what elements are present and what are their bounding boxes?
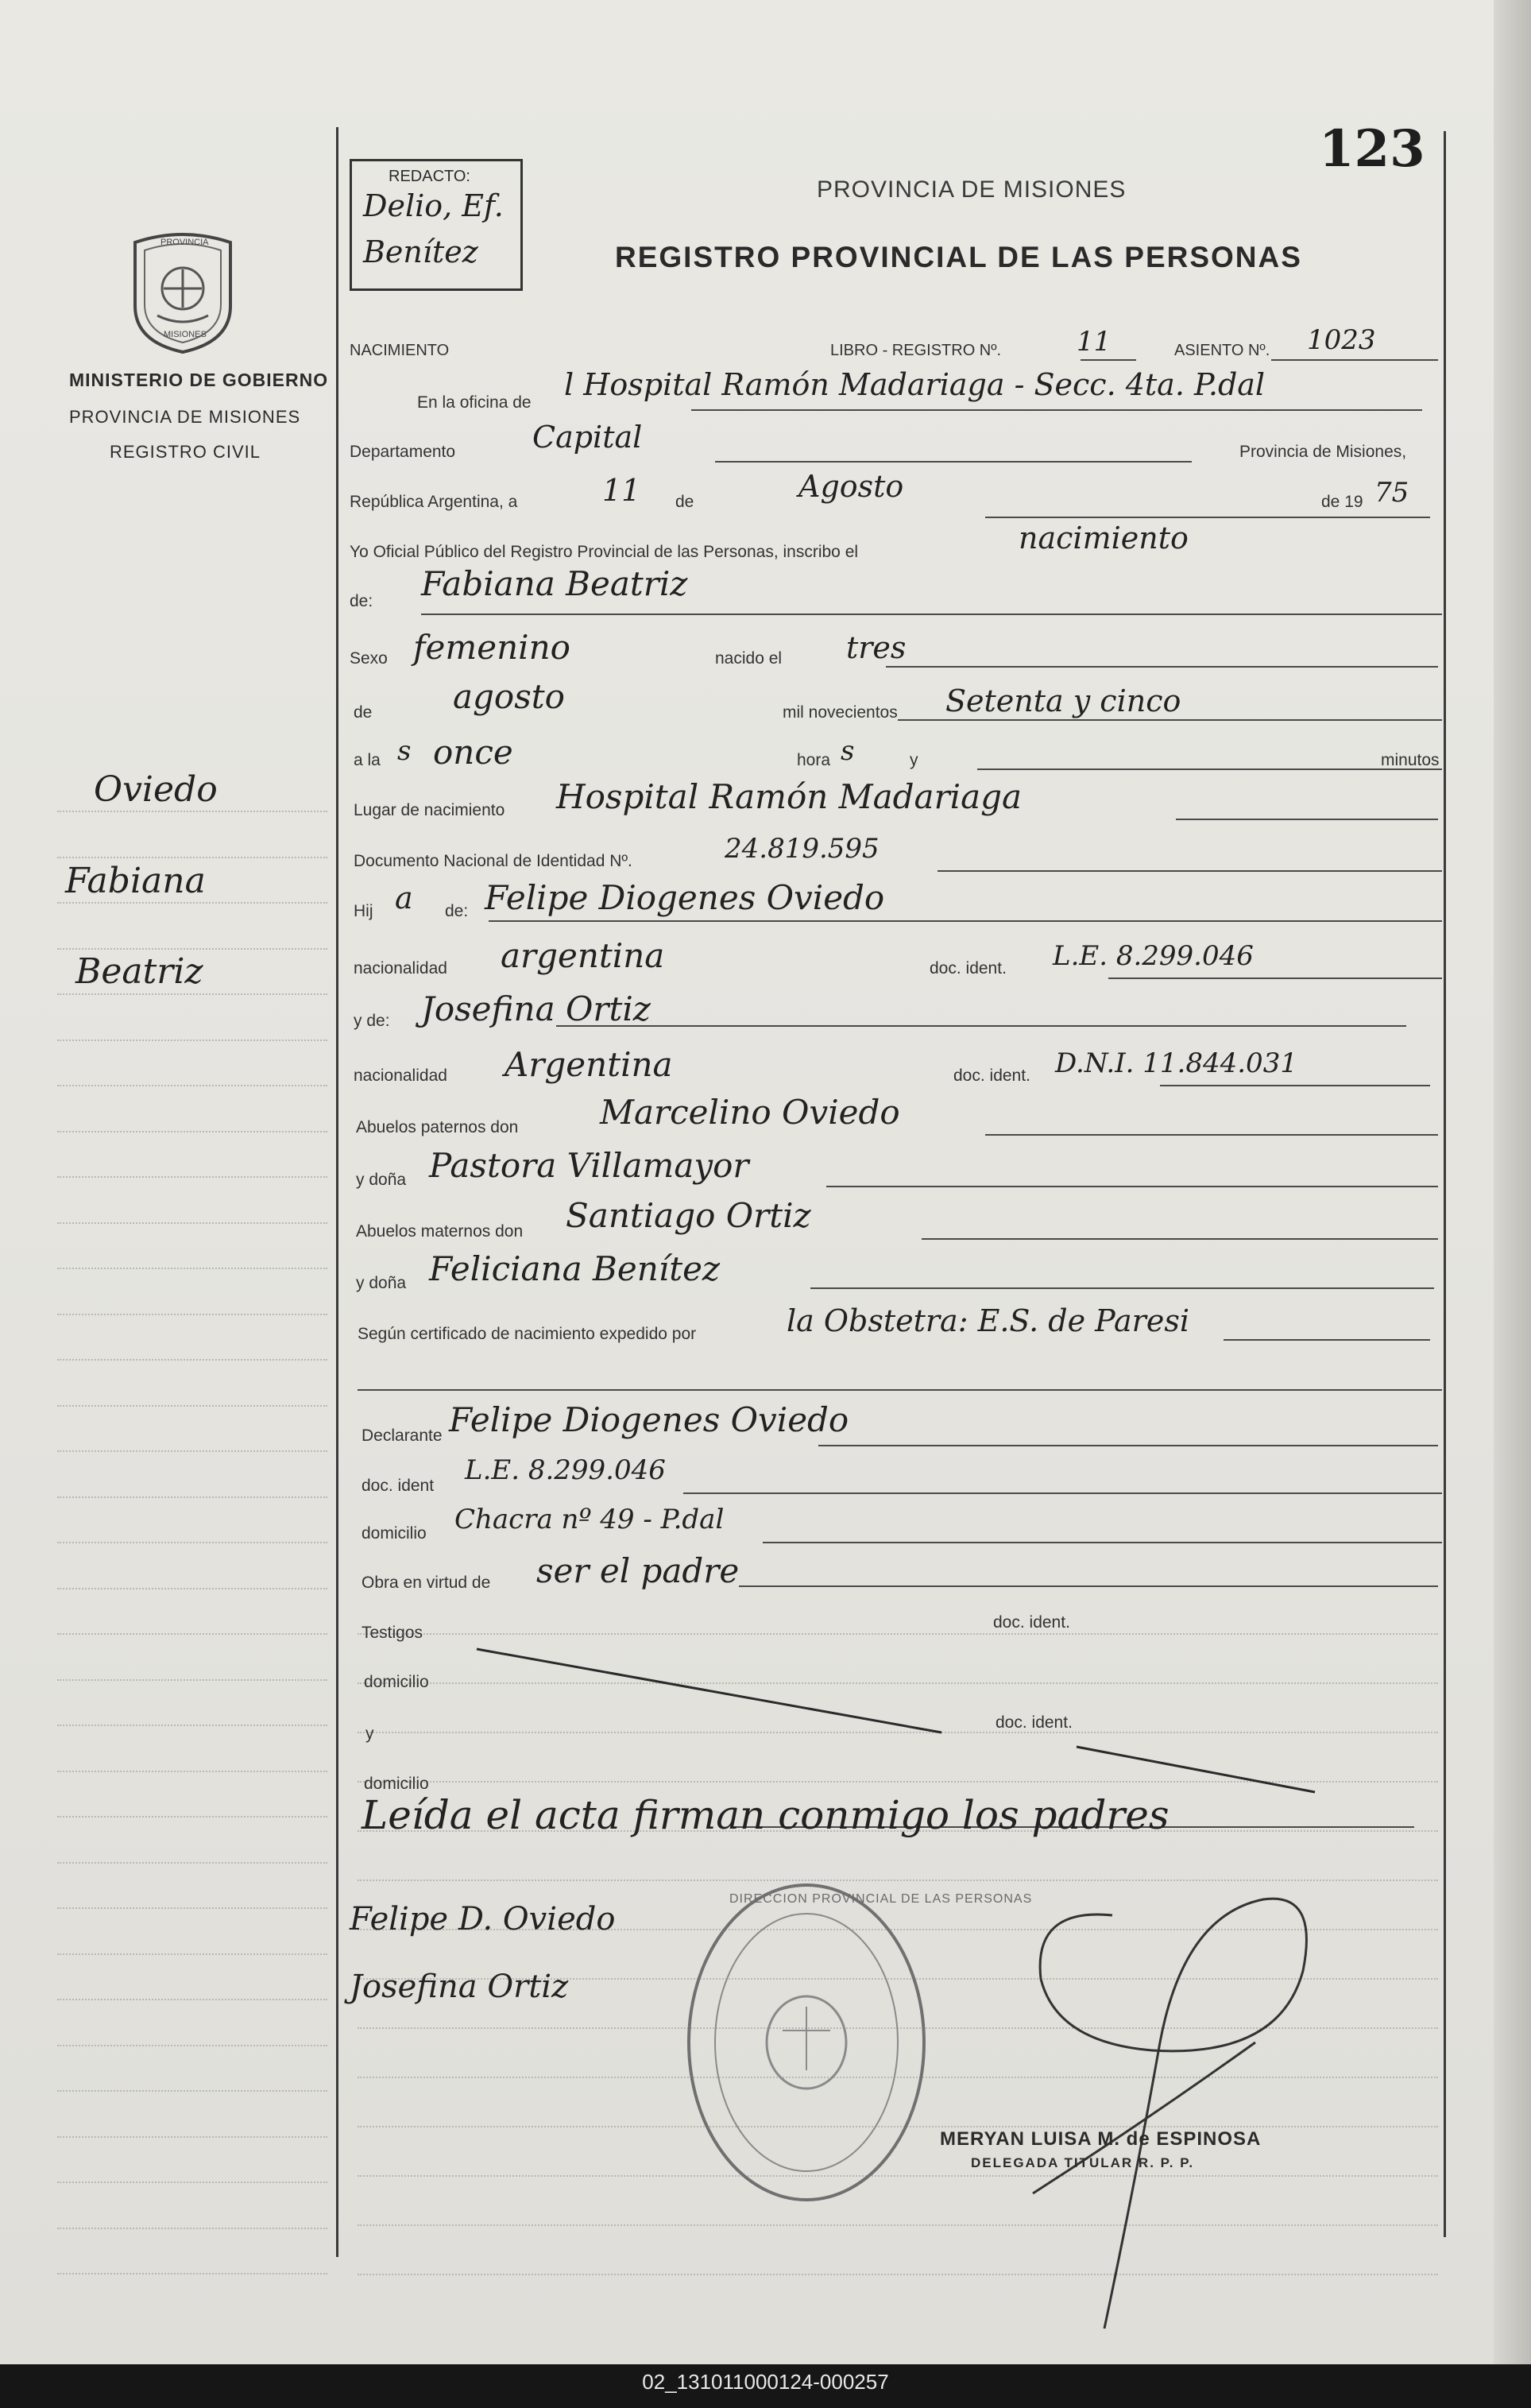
ministry-title: MINISTERIO DE GOBIERNO [69,370,329,390]
doc1-value: L.E. 8.299.046 [1053,940,1254,972]
departamento-label: Departamento [350,443,456,461]
declarante-value: Felipe Diogenes Oviedo [449,1400,849,1439]
nacido-label: nacido el [715,649,783,668]
oficial-value: nacimiento [1019,521,1189,556]
abuelo-m-value: Santiago Ortiz [566,1196,811,1235]
obra-value: ser el padre [536,1551,740,1590]
sexo-label: Sexo [350,649,388,668]
dona2-label: y doña [356,1274,407,1292]
declarante-label: Declarante [361,1427,443,1445]
emblem-bottom-text: MISIONES [164,330,207,339]
horas-suffix: s [841,735,855,767]
docd-label: doc. ident [361,1477,435,1495]
year-words-value: Setenta y cinco [945,683,1181,718]
act-type-label: NACIMIENTO [350,342,450,359]
doc2-value: D.N.I. 11.844.031 [1055,1047,1297,1079]
y2-label: y [365,1725,374,1743]
doc2-label: doc. ident. [953,1067,1030,1085]
a-las-label: a la [354,751,381,769]
header-registry: REGISTRO PROVINCIAL DE LAS PERSONAS [615,241,1302,273]
dona1-label: y doña [356,1171,407,1189]
abuela-m-value: Feliciana Benítez [429,1249,721,1288]
docd-value: L.E. 8.299.046 [465,1454,666,1486]
mil-label: mil novecientos [783,703,898,722]
hij-de-label: de: [445,902,469,920]
mother-signature: Josefina Ortiz [350,1969,569,2005]
lugar-value: Hospital Ramón Madariaga [556,777,1023,816]
oficina-value: l Hospital Ramón Madariaga - Secc. 4ta. P.dal [564,367,1266,402]
hij-suffix: a [395,881,413,916]
abuelos-m-label: Abuelos maternos don [356,1222,524,1241]
year-value: 75 [1374,477,1409,509]
segun-value: la Obstetra: E.S. de Paresi [787,1303,1189,1338]
nac1-label: nacionalidad [354,959,447,978]
mother-value: Josefina Ortiz [421,989,651,1028]
official-title: DELEGADA TITULAR R. P. P. [971,2155,1195,2170]
domicilio3-label: domicilio [364,1775,429,1793]
dni-value: 24.819.595 [725,833,880,865]
libro-value: 11 [1077,326,1112,358]
month-value: Agosto [798,469,904,504]
hij-label: Hij [354,902,373,920]
de3-label: de [354,703,373,722]
de-label: de [675,493,694,511]
seal-text: DIRECCION PROVINCIAL DE LAS PERSONAS [729,1892,1033,1906]
abuelo-p-value: Marcelino Oviedo [600,1093,900,1132]
ministry-province: PROVINCIA DE MISIONES [69,407,301,427]
page-number: 123 [1319,119,1425,179]
father-value: Felipe Diogenes Oviedo [485,878,885,917]
y-label: y [910,751,918,769]
day-value: 11 [602,473,641,508]
official-name: MERYAN LUISA M. de ESPINOSA [940,2128,1262,2150]
domicilio-value: Chacra nº 49 - P.dal [454,1504,725,1535]
margin-middlename: Beatriz [75,951,203,992]
y-de-label: y de: [354,1012,390,1030]
minutos-label: minutos [1381,751,1440,769]
year-prefix: de 19 [1321,493,1363,511]
header-province: PROVINCIA DE MISIONES [817,176,1127,203]
asiento-label: ASIENTO Nº. [1174,342,1270,359]
hour-value: once [433,733,513,772]
oficina-label: En la oficina de [417,393,532,412]
margin-firstname: Fabiana [65,861,206,901]
child-name-value: Fabiana Beatriz [421,564,688,603]
docident2-label: doc. ident. [996,1713,1073,1732]
docident-label: doc. ident. [993,1613,1070,1632]
a-las-suffix: s [397,735,412,767]
obra-label: Obra en virtud de [361,1574,491,1592]
month2-value: agosto [453,677,565,716]
doc1-label: doc. ident. [930,959,1007,978]
image-caption: 02_131011000124-000257 [642,2370,889,2394]
closing-statement: Leída el acta firman conmigo los padres [361,1792,1170,1838]
abuela-p-value: Pastora Villamayor [429,1146,749,1185]
nac1-value: argentina [501,936,665,975]
dni-label: Documento Nacional de Identidad Nº. [354,852,632,870]
domicilio2-label: domicilio [364,1673,429,1691]
provincia-label: Provincia de Misiones, [1239,443,1407,461]
horas-label: hora [797,751,831,769]
official-signature [985,1883,1359,2352]
testigos-label: Testigos [361,1624,423,1642]
oficial-label: Yo Oficial Público del Registro Provincial de las Personas, inscribo el [350,543,859,561]
asiento-value: 1023 [1307,324,1376,356]
republica-label: República Argentina, a [350,493,518,511]
nacido-value: tres [846,630,907,665]
redacto-line2: Benítez [363,234,478,269]
ministry-office: REGISTRO CIVIL [110,442,261,462]
abuelos-p-label: Abuelos paternos don [356,1118,519,1136]
sexo-value: femenino [413,628,570,667]
de2-label: de: [350,592,373,610]
libro-label: LIBRO - REGISTRO Nº. [830,342,1002,359]
seal-graphic [683,1880,930,2205]
father-signature: Felipe D. Oviedo [350,1901,616,1938]
emblem-top-text: PROVINCIA [160,238,209,247]
domicilio-label: domicilio [361,1524,427,1543]
lugar-label: Lugar de nacimiento [354,801,505,819]
redacto-label: REDACTO: [389,168,470,185]
nac2-label: nacionalidad [354,1067,447,1085]
official-seal [683,1880,1033,2205]
departamento-value: Capital [532,420,643,455]
segun-label: Según certificado de nacimiento expedido por [358,1325,697,1343]
margin-surname: Oviedo [94,769,218,810]
redacto-line1: Delio, Ef. [363,188,504,223]
nac2-value: Argentina [505,1045,673,1084]
